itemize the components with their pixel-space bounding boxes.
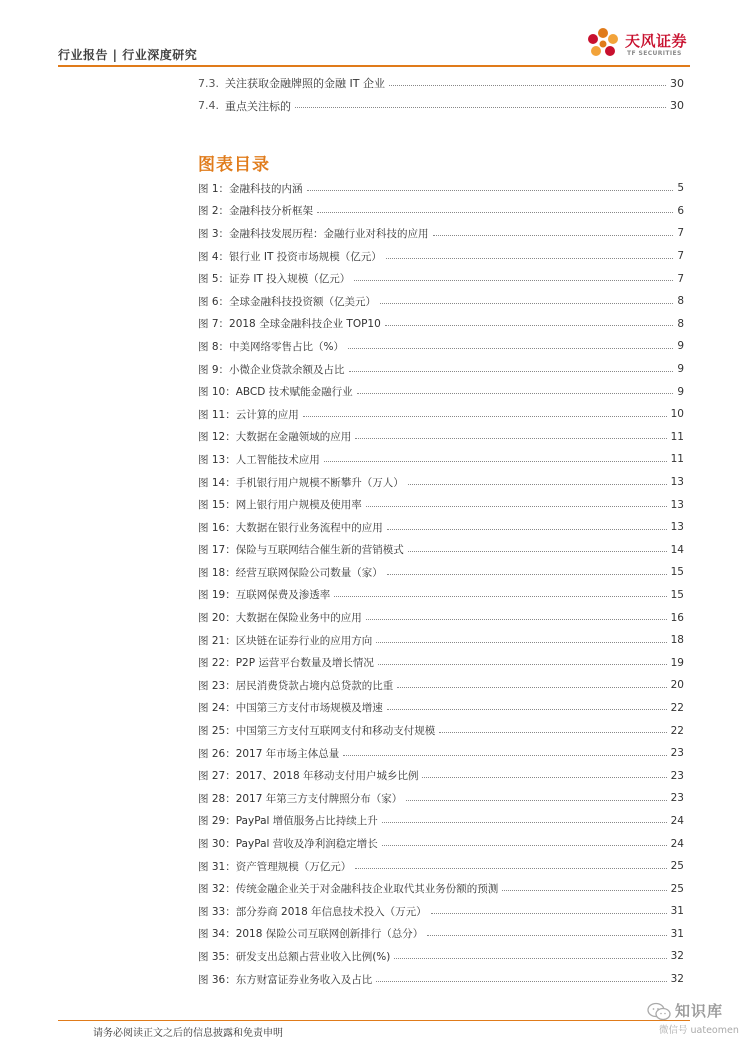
section-title: 图表目录 xyxy=(198,155,270,175)
leader-dots xyxy=(439,732,666,733)
figure-entry-page: 11 xyxy=(670,453,684,466)
leader-dots xyxy=(385,325,674,326)
figure-entry-title: 图 22：P2P 运营平台数量及增长情况 xyxy=(198,657,374,670)
toc-entry-number: 7.4. xyxy=(198,99,219,113)
figure-entry[interactable] xyxy=(198,426,684,449)
figure-entry-title: 图 19：互联网保费及渗透率 xyxy=(198,589,331,602)
leader-dots xyxy=(303,416,667,417)
figure-entry-title: 图 8：中美网络零售占比（%） xyxy=(198,340,344,353)
leader-dots xyxy=(408,484,667,485)
figure-entry-page: 23 xyxy=(670,769,684,782)
leader-dots xyxy=(348,348,673,349)
leader-dots xyxy=(295,107,666,108)
figure-entry-title: 图 26：2017 年市场主体总量 xyxy=(198,747,340,760)
figure-entry-title: 图 27：2017、2018 年移动支付用户城乡比例 xyxy=(198,770,419,783)
toc-entry-number: 7.3. xyxy=(198,76,219,90)
figure-entry-page: 15 xyxy=(670,588,684,601)
figure-entry[interactable] xyxy=(198,945,684,968)
figure-entry-page: 32 xyxy=(670,973,684,986)
wechat-icon xyxy=(647,1002,671,1022)
figure-entry-page: 25 xyxy=(670,882,684,895)
figure-entry[interactable] xyxy=(198,493,684,516)
toc-entry-title: 关注获取金融牌照的金融 IT 企业 xyxy=(225,77,385,91)
figure-entry-title: 图 9：小微企业贷款余额及占比 xyxy=(198,363,345,376)
figure-entry-page: 13 xyxy=(670,476,684,489)
figure-entry-title: 图 6：全球金融科技投资额（亿美元） xyxy=(198,295,377,308)
leader-dots xyxy=(355,868,666,869)
figure-entry-page: 25 xyxy=(670,860,684,873)
figure-entry-title: 图 1：金融科技的内涵 xyxy=(198,182,303,195)
toc-entry-page: 30 xyxy=(670,76,684,90)
figure-entry-title: 图 18：经营互联网保险公司数量（家） xyxy=(198,566,383,579)
figure-entry-page: 19 xyxy=(670,656,684,669)
figure-entry-title: 图 15：网上银行用户规模及使用率 xyxy=(198,499,362,512)
figure-entry-page: 31 xyxy=(670,927,684,940)
figure-entry-title: 图 12：大数据在金融领域的应用 xyxy=(198,431,352,444)
figure-entry[interactable] xyxy=(198,764,684,787)
figure-entry[interactable] xyxy=(198,968,684,991)
figure-entry-page: 9 xyxy=(677,363,684,376)
leader-dots xyxy=(431,913,667,914)
figure-entry-page: 16 xyxy=(670,611,684,624)
figure-entry-title: 图 2：金融科技分析框架 xyxy=(198,205,314,218)
figure-entry-page: 32 xyxy=(670,950,684,963)
leader-dots xyxy=(380,303,673,304)
figure-entry-page: 6 xyxy=(677,204,684,217)
leader-dots xyxy=(334,596,666,597)
figure-entry[interactable] xyxy=(198,290,684,313)
figure-entry[interactable] xyxy=(198,448,684,471)
logo-subtitle: TF SECURITIES xyxy=(627,50,682,57)
figure-entry[interactable] xyxy=(198,742,684,765)
watermark-text: 知识库 xyxy=(675,1002,724,1020)
figure-entry-title: 图 32：传统金融企业关于对金融科技企业取代其业务份额的预测 xyxy=(198,883,499,896)
figure-entry-title: 图 36：东方财富证券业务收入及占比 xyxy=(198,973,373,986)
figure-entry[interactable] xyxy=(198,832,684,855)
figure-entry-title: 图 3：金融科技发展历程：金融行业对科技的应用 xyxy=(198,227,429,240)
figure-entry[interactable] xyxy=(198,674,684,697)
figure-entry[interactable] xyxy=(198,177,684,200)
figure-entry-page: 11 xyxy=(670,430,684,443)
figure-entry-page: 24 xyxy=(670,837,684,850)
leader-dots xyxy=(387,529,667,530)
leader-dots xyxy=(343,755,666,756)
figure-entry-title: 图 16：大数据在银行业务流程中的应用 xyxy=(198,521,383,534)
leader-dots xyxy=(382,845,667,846)
figure-entry-page: 7 xyxy=(677,250,684,263)
logo-name: 天风证券 xyxy=(625,32,688,50)
figure-entry[interactable] xyxy=(198,651,684,674)
figure-entry[interactable] xyxy=(198,358,684,381)
figure-entry[interactable] xyxy=(198,923,684,946)
toc-entry[interactable] xyxy=(198,95,684,118)
leader-dots xyxy=(382,822,667,823)
footer-disclaimer: 请务必阅读正文之后的信息披露和免责申明 xyxy=(93,1028,283,1039)
leader-dots xyxy=(406,800,666,801)
figure-entry-page: 20 xyxy=(670,679,684,692)
figure-entry-title: 图 10：ABCD 技术赋能金融行业 xyxy=(198,386,353,399)
figure-entry-title: 图 4：银行业 IT 投资市场规模（亿元） xyxy=(198,250,382,263)
figure-entry-page: 9 xyxy=(677,340,684,353)
watermark xyxy=(645,1000,740,1050)
figure-entry-title: 图 29：PayPal 增值服务占比持续上升 xyxy=(198,815,378,828)
figure-entry-page: 24 xyxy=(670,814,684,827)
figure-entry[interactable] xyxy=(198,719,684,742)
figure-entry-page: 22 xyxy=(670,724,684,737)
figure-entry[interactable] xyxy=(198,900,684,923)
toc-top-list xyxy=(198,72,684,117)
figure-entry-page: 7 xyxy=(677,272,684,285)
footer-divider xyxy=(58,1020,690,1021)
figure-entry[interactable] xyxy=(198,403,684,426)
leader-dots xyxy=(307,190,674,191)
figure-entry-title: 图 20：大数据在保险业务中的应用 xyxy=(198,612,362,625)
figure-entry-page: 23 xyxy=(670,747,684,760)
figure-entry-title: 图 23：居民消费贷款占境内总贷款的比重 xyxy=(198,679,394,692)
header-title: 行业报告 | 行业深度研究 xyxy=(58,48,198,62)
figure-entry-page: 13 xyxy=(670,498,684,511)
figure-entry-page: 15 xyxy=(670,566,684,579)
figure-entry-page: 10 xyxy=(670,408,684,421)
leader-dots xyxy=(387,709,667,710)
company-logo xyxy=(583,24,695,66)
logo-flower-icon xyxy=(583,24,623,64)
figure-entry[interactable] xyxy=(198,810,684,833)
leader-dots xyxy=(366,619,667,620)
figure-entry[interactable] xyxy=(198,539,684,562)
figure-entry-title: 图 24：中国第三方支付市场规模及增速 xyxy=(198,702,383,715)
figure-entry[interactable] xyxy=(198,561,684,584)
leader-dots xyxy=(427,935,666,936)
figure-entry-page: 8 xyxy=(677,295,684,308)
figure-entry-title: 图 17：保险与互联网结合催生新的营销模式 xyxy=(198,544,404,557)
figure-entry-title: 图 34：2018 保险公司互联网创新排行（总分） xyxy=(198,928,424,941)
figure-entry[interactable] xyxy=(198,516,684,539)
figure-entry[interactable] xyxy=(198,335,684,358)
leader-dots xyxy=(389,85,666,86)
leader-dots xyxy=(366,506,667,507)
leader-dots xyxy=(376,981,666,982)
figure-entry-title: 图 28：2017 年第三方支付牌照分布（家） xyxy=(198,792,403,805)
figure-entry-page: 31 xyxy=(670,905,684,918)
figure-entry-page: 5 xyxy=(677,182,684,195)
leader-dots xyxy=(354,280,673,281)
figure-entry[interactable] xyxy=(198,787,684,810)
figure-entry[interactable] xyxy=(198,222,684,245)
figure-entry-page: 23 xyxy=(670,792,684,805)
figure-entry[interactable] xyxy=(198,471,684,494)
leader-dots xyxy=(408,551,667,552)
figure-entry-title: 图 21：区块链在证券行业的应用方向 xyxy=(198,634,373,647)
figure-entry-page: 7 xyxy=(677,227,684,240)
figure-entry[interactable] xyxy=(198,855,684,878)
figure-entry-title: 图 7：2018 全球金融科技企业 TOP10 xyxy=(198,318,381,331)
leader-dots xyxy=(387,574,667,575)
leader-dots xyxy=(378,664,667,665)
figure-entry-title: 图 31：资产管理规模（万亿元） xyxy=(198,860,352,873)
figure-entry[interactable] xyxy=(198,313,684,336)
figure-entry-title: 图 25：中国第三方支付互联网支付和移动支付规模 xyxy=(198,725,436,738)
figure-entry[interactable] xyxy=(198,380,684,403)
figure-entry-page: 14 xyxy=(670,543,684,556)
figure-entry-page: 8 xyxy=(677,317,684,330)
leader-dots xyxy=(355,438,666,439)
figure-entry-title: 图 11：云计算的应用 xyxy=(198,408,299,421)
leader-dots xyxy=(376,642,666,643)
leader-dots xyxy=(386,258,674,259)
figure-entry[interactable] xyxy=(198,606,684,629)
figure-entry[interactable] xyxy=(198,584,684,607)
toc-entry[interactable] xyxy=(198,72,684,95)
figure-entry[interactable] xyxy=(198,267,684,290)
figure-list xyxy=(198,177,684,990)
leader-dots xyxy=(394,958,666,959)
figure-entry-page: 13 xyxy=(670,521,684,534)
figure-entry-page: 22 xyxy=(670,701,684,714)
figure-entry[interactable] xyxy=(198,200,684,223)
watermark-subtitle: 微信号 uateomen xyxy=(659,1025,739,1036)
toc-entry-title: 重点关注标的 xyxy=(225,99,291,113)
figure-entry[interactable] xyxy=(198,245,684,268)
figure-entry-page: 18 xyxy=(670,634,684,647)
figure-entry[interactable] xyxy=(198,629,684,652)
figure-entry-page: 9 xyxy=(677,385,684,398)
figure-entry-title: 图 33：部分券商 2018 年信息技术投入（万元） xyxy=(198,905,427,918)
leader-dots xyxy=(502,890,666,891)
leader-dots xyxy=(422,777,666,778)
figure-entry[interactable] xyxy=(198,877,684,900)
figure-entry-title: 图 14：手机银行用户规模不断攀升（万人） xyxy=(198,476,404,489)
figure-entry-title: 图 35：研发支出总额占营业收入比例(%) xyxy=(198,950,391,963)
figure-entry-title: 图 30：PayPal 营收及净利润稳定增长 xyxy=(198,838,378,851)
leader-dots xyxy=(349,371,674,372)
leader-dots xyxy=(324,461,667,462)
figure-entry[interactable] xyxy=(198,697,684,720)
toc-entry-page: 30 xyxy=(670,99,684,113)
leader-dots xyxy=(397,687,666,688)
leader-dots xyxy=(317,212,673,213)
leader-dots xyxy=(433,235,674,236)
figure-entry-title: 图 5：证券 IT 投入规模（亿元） xyxy=(198,273,351,286)
leader-dots xyxy=(357,393,674,394)
figure-entry-title: 图 13：人工智能技术应用 xyxy=(198,453,320,466)
